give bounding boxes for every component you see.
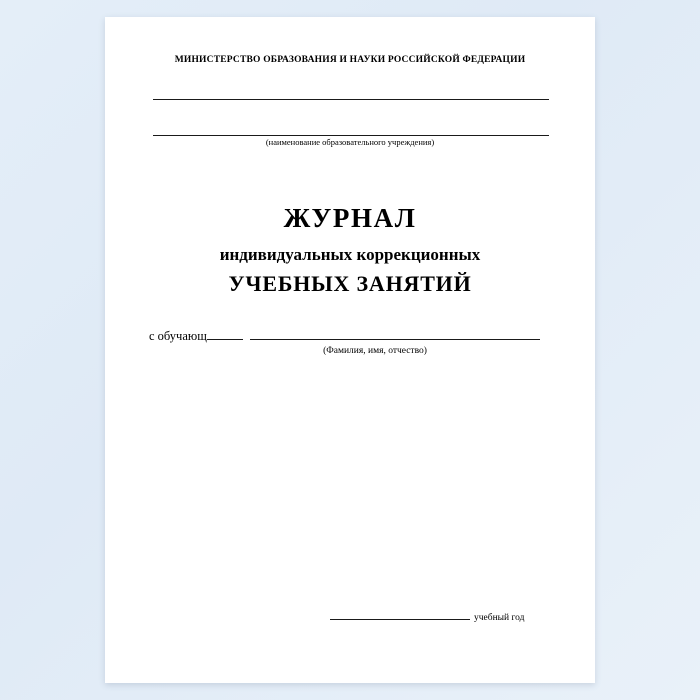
institution-line-2[interactable] (153, 135, 549, 136)
student-label: с обучающ (149, 329, 207, 343)
page-subtitle-1: индивидуальных коррекционных (219, 245, 481, 264)
student-field-row (149, 329, 553, 344)
page-subtitle-2: УЧЕБНЫХ ЗАНЯТИЙ (228, 271, 472, 296)
academic-year-row (330, 613, 560, 623)
academic-year-blank[interactable] (330, 619, 470, 620)
page-title: ЖУРНАЛ (283, 203, 417, 233)
academic-year-label: учебный год (474, 613, 525, 623)
fio-caption: (Фамилия, имя, отчество) (323, 346, 427, 356)
student-name-blank[interactable] (250, 339, 540, 340)
ministry-heading: МИНИСТЕРСТВО ОБРАЗОВАНИЯ И НАУКИ РОССИЙСКОЙ ФЕДЕРАЦИИ (174, 55, 526, 65)
student-ending-blank[interactable] (207, 339, 243, 340)
institution-caption: (наименование образовательного учреждения) (265, 137, 435, 147)
document-page (105, 17, 595, 683)
institution-line-1[interactable] (153, 99, 549, 100)
